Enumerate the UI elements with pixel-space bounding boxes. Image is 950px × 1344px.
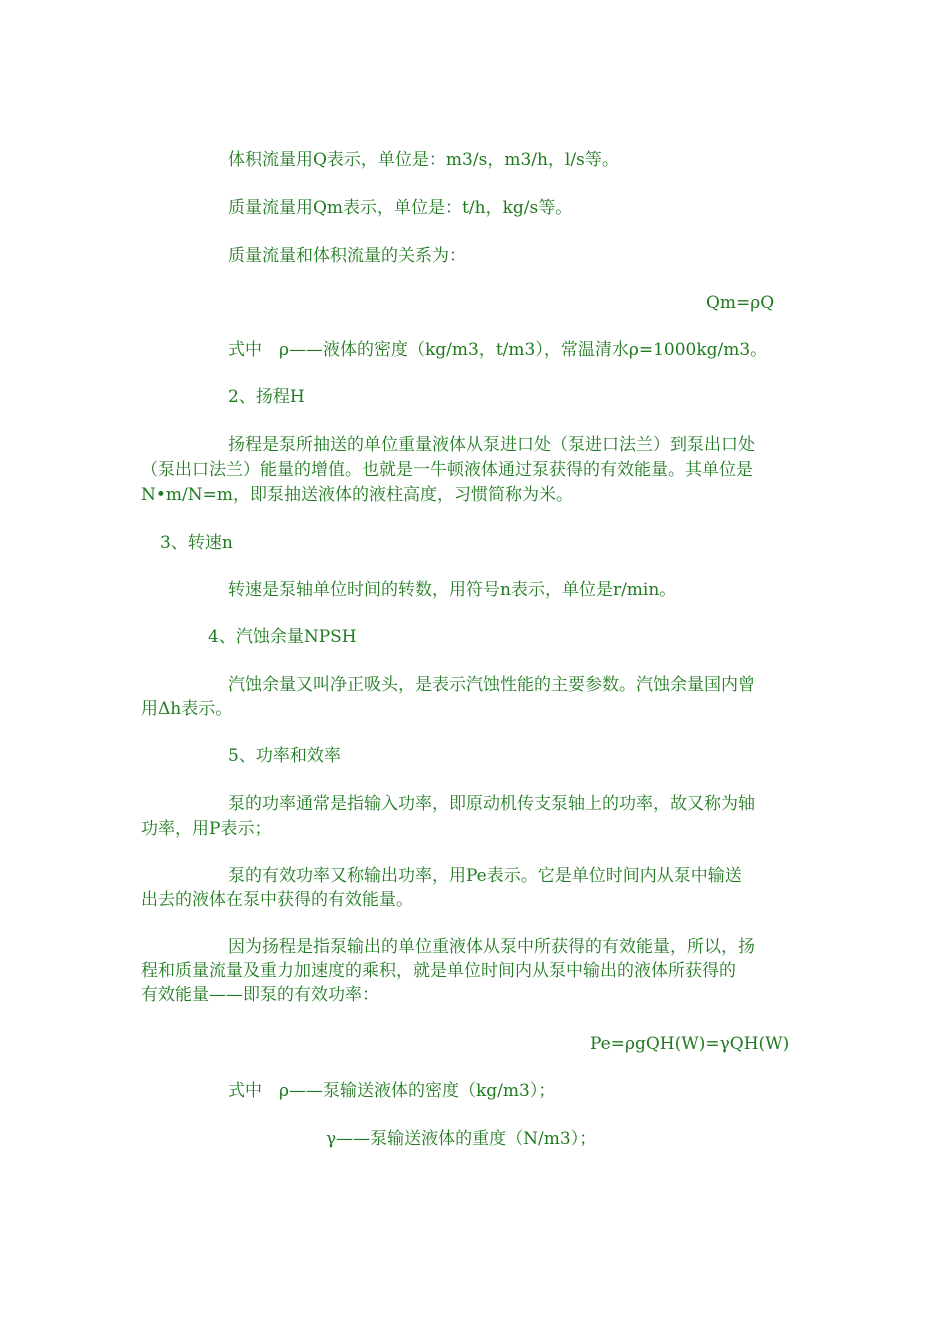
shaft-power-line-1: 泵的功率通常是指输入功率，即原动机传支泵轴上的功率，故又称为轴 bbox=[228, 794, 755, 814]
effective-power-line-1: 泵的有效功率又称输出功率，用Pe表示。它是单位时间内从泵中输送 bbox=[228, 866, 742, 886]
formula-qm: Qm=ρQ bbox=[706, 293, 775, 313]
power-derivation-line-2: 程和质量流量及重力加速度的乘积，就是单位时间内从泵中输出的液体所获得的 bbox=[141, 961, 736, 981]
npsh-paragraph-line-2: 用Δh表示。 bbox=[141, 699, 233, 719]
symbol-rho-definition: 式中 ρ——泵输送液体的密度（kg/m3）； bbox=[228, 1081, 556, 1101]
heading-power-efficiency: 5、功率和效率 bbox=[228, 746, 341, 766]
effective-power-line-2: 出去的液体在泵中获得的有效能量。 bbox=[141, 890, 413, 910]
density-note: 式中 ρ——液体的密度（kg/m3，t/m3），常温清水ρ=1000kg/m3。 bbox=[228, 340, 768, 360]
flow-relation-intro: 质量流量和体积流量的关系为： bbox=[228, 246, 466, 266]
heading-head: 2、扬程H bbox=[228, 387, 305, 407]
volume-flow-definition: 体积流量用Q表示，单位是：m3/s，m3/h，l/s等。 bbox=[228, 150, 619, 170]
heading-npsh: 4、汽蚀余量NPSH bbox=[208, 627, 357, 647]
power-derivation-line-1: 因为扬程是指泵输出的单位重液体从泵中所获得的有效能量，所以，扬 bbox=[228, 937, 755, 957]
speed-definition: 转速是泵轴单位时间的转数，用符号n表示，单位是r/min。 bbox=[228, 580, 677, 600]
mass-flow-definition: 质量流量用Qm表示，单位是：t/h，kg/s等。 bbox=[228, 198, 573, 218]
head-paragraph-line-3: N•m/N=m，即泵抽送液体的液柱高度，习惯简称为米。 bbox=[141, 485, 573, 505]
symbol-gamma-definition: γ——泵输送液体的重度（N/m3）； bbox=[326, 1129, 597, 1149]
power-derivation-line-3: 有效能量——即泵的有效功率： bbox=[141, 985, 379, 1005]
shaft-power-line-2: 功率，用P表示； bbox=[141, 819, 272, 839]
npsh-paragraph-line-1: 汽蚀余量又叫净正吸头，是表示汽蚀性能的主要参数。汽蚀余量国内曾 bbox=[228, 675, 755, 695]
heading-speed: 3、转速n bbox=[160, 533, 233, 553]
formula-pe: Pe=ρgQH(W)=γQH(W) bbox=[590, 1034, 790, 1054]
head-paragraph-line-1: 扬程是泵所抽送的单位重量液体从泵进口处（泵进口法兰）到泵出口处 bbox=[228, 435, 755, 455]
head-paragraph-line-2: （泵出口法兰）能量的增值。也就是一牛顿液体通过泵获得的有效能量。其单位是 bbox=[141, 460, 753, 480]
